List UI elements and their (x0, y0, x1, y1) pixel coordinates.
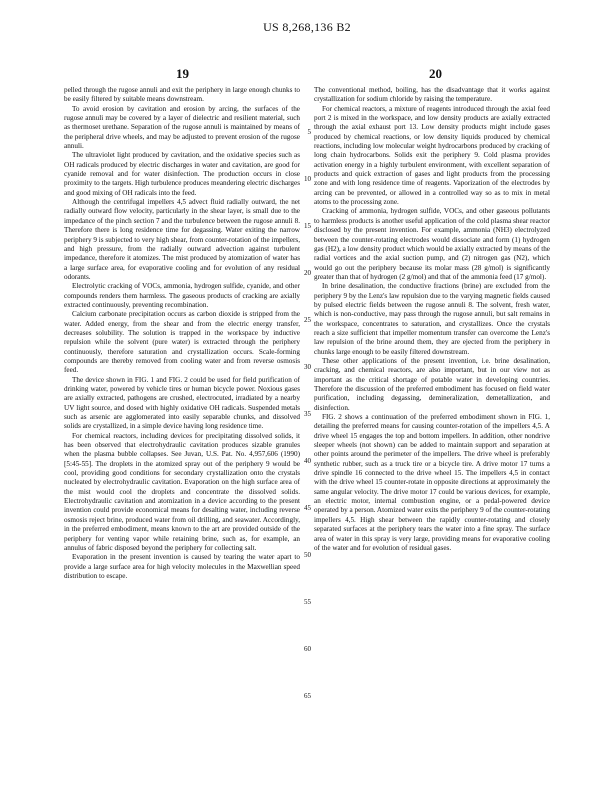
line-number: 65 (304, 692, 311, 700)
line-number: 20 (304, 269, 311, 277)
paragraph: For chemical reactors, including devices for precipitating dissolved solids, it has been observed that electrohydraulic cavitation produces sizable granules when the plasma bubble collapses. See Juvan, U.S. Pat. No. 4,957,606 (1990) [5:45-55]. The droplets in the atomized spray out of the periphery 9 would be cool, providing good conditions for secondary crystallization onto the crystals nucleated by electrohydraulic cavitation. Evaporation on the high surface area of the mist would cool the droplets and concentrate the dissolved solids. Electrohydraulic cavitation and atomization in a device according to the present invention could provide economical means for desalting water, including reverse osmosis reject brine, produced water from oil drilling, and seawater. Accordingly, in the preferred embodiment, means known to the art are provided outside of the periphery for venting vapor while retaining brine, such as, for example, an annulus of fabric disposed beyond the periphery for collecting salt. (64, 431, 300, 552)
paragraph: pelled through the rugose annuli and exit the periphery in large enough chunks to be easily filtered by suitable means downstream. (64, 86, 300, 104)
paragraph: For chemical reactors, a mixture of reagents introduced through the axial feed port 2 is mixed in the workspace, and low density products are axially extracted through the axial exhaust port 13. Low density products might include gases produced by chemical reactions, or low density liquids produced by chemical reactions, including low molecular weight hydrocarbons produced by cracking of long chain hydrocarbons. Solids exit the periphery 9. Cold plasma provides activation energy in a highly turbulent environment, with excellent separation of products and quick extraction of gases and light products from the processing zone and with long residence time of reagents. Vaporization of the electrodes by arcing can be prevented, or allowed in a controlled way so as to mix in metal atoms to the processing zone. (314, 104, 550, 207)
line-number: 40 (304, 457, 311, 465)
line-number: 25 (304, 316, 311, 324)
line-number: 35 (304, 410, 311, 418)
left-column (64, 86, 300, 581)
line-number: 55 (304, 598, 311, 606)
paragraph: Although the centrifugal impellers 4,5 advect fluid radially outward, the net radially outward flow velocity, particularly in the shear layer, is small due to the impedance of the pinch section 7 and the turbulence between the rugose annuli 8. Therefore there is long residence time for degassing. Water exiting the narrow periphery 9 is subjected to very high shear, from counter-rotation of the impellers, and high pressure, from the radially outward advection against turbulent impedance, therefore it atomizes. The mist produced by atomization of water has a large surface area, for evaporative cooling and for evolution of any residual odorants. (64, 198, 300, 281)
patent-number: US 8,268,136 B2 (263, 20, 351, 34)
line-number: 30 (304, 363, 311, 371)
paragraph: FIG. 2 shows a continuation of the preferred embodiment shown in FIG. 1, detailing the preferred means for causing counter-rotation of the impellers 4,5. A drive wheel 15 engages the top and bottom impellers. In addition, other nondrive sleeper wheels (not shown) can be added to maintain support and separation at other points around the perimeter of the impellers. The drive wheel is preferably synthetic rubber, such as a truck tire or a bicycle tire. A drive motor 17 turns a drive spindle 16 connected to the drive wheel 15. The impellers 4,5 in contact with the drive wheel 15 counter-rotate in opposite directions at approximately the same angular velocity. The drive motor 17 could be various devices, for example, an electric motor, internal combustion engine, or a pedal-powered device operated by a person. Atomized water exits the periphery 9 of the counter-rotating impellers 4,5. High shear between the rapidly counter-rotating and closely separated surfaces at the periphery tears the water into a fine spray. The surface area of water in this spray is very large, providing means for evaporative cooling of the water and for evolution of residual gases. (314, 413, 550, 552)
paragraph: Calcium carbonate precipitation occurs as carbon dioxide is stripped from the water. Added energy, from the shear and from the electric energy transfer, decreases solubility. The solution is trapped in the workspace by inductive repulsion while the solvent (pure water) is extracted through the periphery continuously, therefore saturation and crystallization occurs. Scale-forming compounds are thereby removed from cooling water and from reverse osmosis feed. (64, 310, 300, 375)
page-number-left: 19 (176, 66, 189, 81)
paragraph: These other applications of the present invention, i.e. brine desalination, cracking, and chemical reactors, are also important, but in our view not as important as the critical shortage of potable water in developing countries. Therefore the discussion of the preferred embodiment has focused on field water purification, including degassing, demineralization, demetallization, and disinfection. (314, 356, 550, 412)
right-column (314, 86, 550, 553)
line-number: 60 (304, 645, 311, 653)
line-number: 15 (304, 222, 311, 230)
paragraph: The ultraviolet light produced by cavitation, and the oxidative species such as OH radicals produced by electric discharges in water and cavitation, are good for cyanide removal and for water disinfection. The production occurs in close proximity to the targets. High turbulence produces meandering electric discharges and good mixing of OH radicals into the feed. (64, 151, 300, 197)
paragraph: Evaporation in the present invention is caused by tearing the water apart to provide a large surface area for high velocity molecules in the Maxwellian speed distribution to escape. (64, 553, 300, 580)
line-number: 5 (307, 128, 311, 136)
line-number: 45 (304, 504, 311, 512)
line-number: 50 (304, 551, 311, 559)
paragraph: In brine desalination, the conductive fractions (brine) are excluded from the periphery 9 by the Lenz's law repulsion due to the varying magnetic fields caused by pulsed electric fields between the rugose annuli 8. The solvent, fresh water, which is non-conductive, may pass through the rugose annuli, but salt remains in the workspace, concentrates to saturation, and crystallizes. Once the crystals reach a size sufficient that impeller momentum transfer can overcome the Lenz's law repulsion of the brine around them, they are ejected from the periphery in chunks large enough to be easily filtered downstream. (314, 282, 550, 356)
paragraph: Cracking of ammonia, hydrogen sulfide, VOCs, and other gaseous pollutants to harmless products is another useful application of the cold plasma shear reactor disclosed by the present invention. For example, ammonia (NH3) electrolyzed between the counter-rotating electrodes would dissociate and form (1) hydrogen gas (H2), a low density product which would be axially extracted by means of the radial vortices and the axial suction pump, and (2) nitrogen gas (N2), which would go out the periphery because its molar mass (28 g/mol) is significantly greater than that of hydrogen (2 g/mol) and that of the ammonia feed (17 g/mol). (314, 207, 550, 281)
paragraph: To avoid erosion by cavitation and erosion by arcing, the surfaces of the rugose annuli may be covered by a layer of dielectric and resilient material, such as thermoset urethane. Separation of the rugose annuli is maintained by means of the peripheral drive wheels, and may be adjusted to prevent erosion of the rugose annuli. (64, 104, 300, 151)
paragraph: The conventional method, boiling, has the disadvantage that it works against crystallization for sodium chloride by raising the temperature. (314, 86, 550, 104)
page-number-right: 20 (429, 66, 442, 81)
line-number: 10 (304, 175, 311, 183)
paragraph: The device shown in FIG. 1 and FIG. 2 could be used for field purification of drinking water, powered by vehicle tires or human bicycle power. Noxious gases are axially extracted, pathogens are crushed, electrocuted, irradiated by a nearby UV light source, and dosed with highly oxidative OH radicals. Suspended metals such as arsenic are agglomerated into easily separable chunks, and dissolved solids are crystallized, in a simple device having long residence time. (64, 375, 300, 431)
paragraph: Electrolytic cracking of VOCs, ammonia, hydrogen sulfide, cyanide, and other compounds renders them harmless. The gaseous products of cracking are axially extracted continuously, preventing recombination. (64, 282, 300, 309)
